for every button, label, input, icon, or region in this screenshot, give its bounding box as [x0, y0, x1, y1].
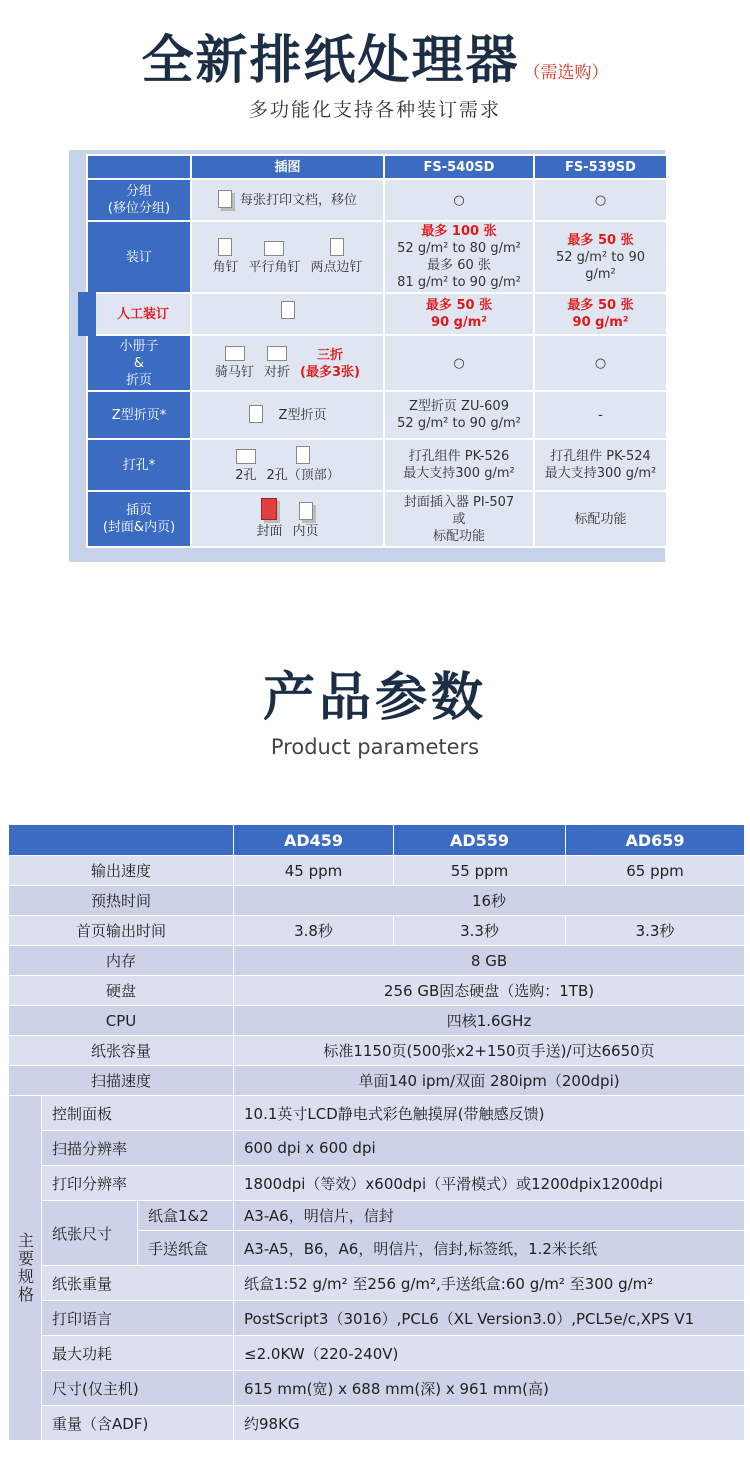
two-point-staple-icon: [330, 238, 344, 256]
two-hole-punch-icon: [236, 449, 256, 464]
page-subtitle: 多功能化支持各种装订需求: [248, 99, 501, 121]
model-ad559: AD559: [394, 825, 566, 856]
comparison-table: 插图 FS-540SD FS-539SD 分组 (移位分组) 每张打印文档，移位 ○ ○ 装订 角钉 平行角钉 两点边钉 最多 100 张 52 g/m² to 80 g/m² 最多 60 张 81 g/m² to 90 g/m² 最多 50 张 52 g/m² to 90 g/m² 人工装订 最多 50 张 90 g/m² 最多 50 张 90 g/m² 小册子 & 折页 骑马钉 对折 三折 (最多3张) ○ ○ Z型折页* Z型折页 Z型折页 ZU-609 52 g/m² to 90 g/m² - 打孔* 2孔 2孔（顶部） 打孔组件 PK-526 最大支持300 g/m² 打孔组件 PK-524 最大支持300 g/m² 插页 (封面&内页) 封面 内页 封面插入器 PI-507 或 标配功能 标配功能: [78, 154, 668, 548]
row-label-group: 分组 (移位分组): [87, 179, 191, 221]
manual-staple-icon: [281, 301, 295, 319]
top-punch-icon: [296, 446, 310, 464]
row-label-punch: 打孔*: [87, 439, 191, 491]
row-label-insert: 插页 (封面&内页): [87, 491, 191, 547]
cover-insert-icon: [261, 498, 277, 520]
params-subtitle: Product parameters: [270, 735, 480, 759]
shift-docs-icon: [218, 190, 232, 208]
z-fold-icon: [249, 405, 263, 423]
params-title: 产品参数: [262, 668, 487, 728]
model-ad459: AD459: [234, 825, 394, 856]
row-label-booklet: 小册子 & 折页: [87, 335, 191, 391]
row-label-zfold: Z型折页*: [87, 391, 191, 439]
corner-staple-icon: [218, 238, 232, 256]
page-title: [0, 18, 750, 93]
col-fs540sd: FS-540SD: [384, 155, 534, 179]
col-illustration: 插图: [191, 155, 384, 179]
col-fs539sd: FS-539SD: [534, 155, 667, 179]
spec-table: AD459 AD559 AD659 输出速度 45 ppm 55 ppm 65 ppm 预热时间 16秒 首页输出时间 3.8秒 3.3秒 3.3秒 内存 8 GB 硬盘 256 GB固态硬盘（选购：1TB) CPU 四核1.6GHz 纸张容量 标准1150页(500张x2+150页手送)/可达6650页 扫描速度 单面140 ipm/双面 280ipm（200dpi) 主要规格 控制面板 10.1英寸LCD静电式彩色触摸屏(带触感反馈) 扫描分辨率 600 dpi x 600 dpi 打印分辨率 1800dpi（等效）x600dpi（平滑模式）或1200dpix1200dpi 纸张尺寸 纸盒1&2 A3-A6，明信片，信封 手送纸盒 A3-A5，B6，A6，明信片，信封,标签纸，1.2米长纸 纸张重量 纸盒1:52 g/m² 至256 g/m²,手送纸盒:60 g/m² 至300 g/m² 打印语言 PostScript3（3016）,PCL6（XL Version3.0）,PCL5e/c,XPS V1 最大功耗 ≤2.0KW（220-240V) 尺寸(仅主机) 615 mm(宽) x 688 mm(深) x 961 mm(高) 重量（含ADF) 约98KG: [8, 824, 745, 1441]
saddle-stitch-icon: [225, 346, 245, 361]
title-note: （需选购）: [523, 63, 609, 83]
corner-header: [87, 155, 191, 179]
finisher-comparison: [69, 150, 665, 562]
row-label-manual: 人工装订: [116, 306, 169, 322]
model-ad659: AD659: [566, 825, 745, 856]
title-main: 全新排纸处理器: [141, 31, 520, 91]
half-fold-icon: [267, 346, 287, 361]
params-heading: [0, 655, 750, 759]
parallel-staple-icon: [264, 241, 284, 256]
spec-group-label: 主要规格: [9, 1096, 42, 1441]
row-label-staple: 装订: [87, 221, 191, 293]
inner-insert-icon: [299, 502, 313, 520]
